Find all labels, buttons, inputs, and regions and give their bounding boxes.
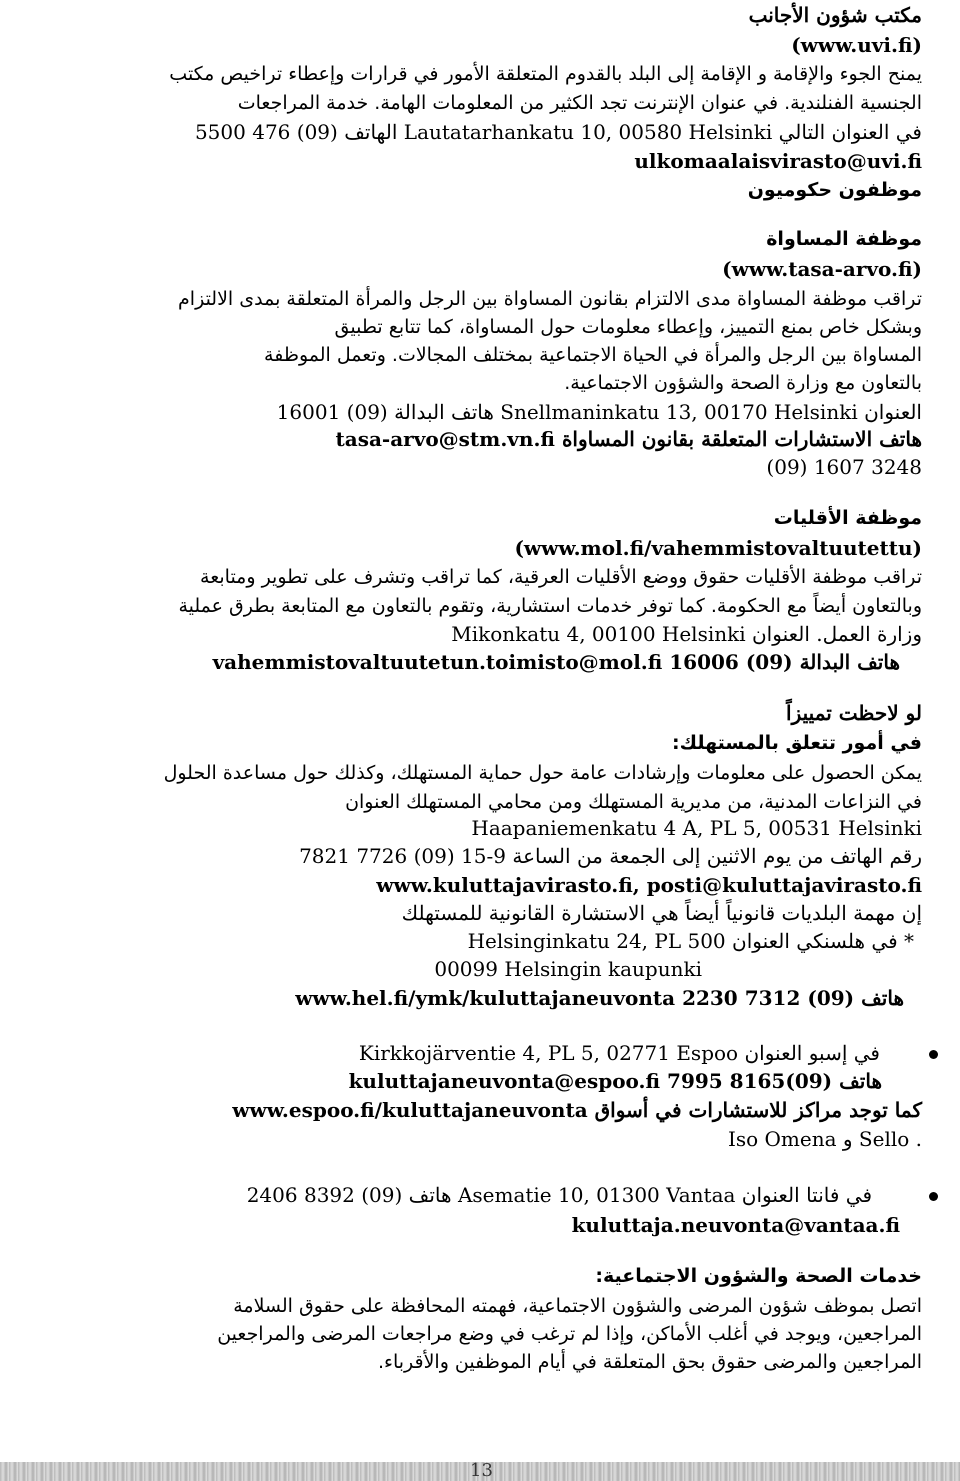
- consumer-phone: رقم الهاتف من يوم الاثنين إلى الجمعة من الساعة 9-15 (09) 7726 7821: [299, 844, 922, 868]
- mol-title: موظفة الأقليات: [773, 507, 922, 529]
- tasa-body-line: المساواة بين الرجل والمرأة في الحياة الاجتماعية بمختلف المجالات. وتعمل الموظفة: [264, 344, 922, 366]
- tasa-body-line: بالتعاون مع وزارة الصحة والشؤون الاجتماعية.: [564, 372, 922, 394]
- consumer-body-line: في النزاعات المدنية، من مديرية المستهلك ومن محامي المستهلك العنوان: [345, 791, 922, 813]
- stm-title: خدمات الصحة والشؤون الاجتماعية:: [595, 1265, 922, 1287]
- bullet-icon: [929, 1050, 938, 1059]
- tasa-title: موظفة المساواة: [766, 228, 922, 250]
- espoo-web[interactable]: www.espoo.fi/kuluttajaneuvonta كما توجد مراكز للاستشارات في أسواق: [232, 1098, 922, 1122]
- consumer-web-email[interactable]: www.kuluttajavirasto.fi, posti@kuluttajavirasto.fi: [376, 873, 922, 897]
- uvi-url[interactable]: (www.uvi.fi): [791, 33, 922, 57]
- bullet-icon: [929, 1192, 938, 1201]
- mol-address: وزارة العمل. العنوان Mikonkatu 4, 00100 Helsinki: [451, 622, 922, 646]
- espoo-address: في إسبو العنوان Kirkkojärventie 4, PL 5, 02771 Espoo: [358, 1041, 880, 1065]
- tasa-body-line: تراقب موظفة المساواة مدى الالتزام بقانون المساواة بين الرجل والمرأة المتعلقة بمدى الالتزام: [178, 288, 922, 310]
- uvi-address: في العنوان التالي Lautatarhankatu 10, 00580 Helsinki الهاتف (09) 476 5500: [194, 120, 922, 144]
- espoo-malls: Iso Omena و Sello .: [727, 1127, 922, 1151]
- vantaa-address: في فانتا العنوان Asematie 10, 01300 Vantaa هاتف (09) 8392 2406: [246, 1183, 872, 1207]
- consumer-title: في أمور تتعلق بالمستهلك:: [672, 732, 922, 754]
- municipality-note: إن مهمة البلديات قانونياً أيضاً هي الاستشارة القانونية للمستهلك: [401, 901, 922, 925]
- uvi-title: مكتب شؤون الأجانب: [748, 3, 922, 27]
- helsinki-phone-web[interactable]: هاتف (09) 7312 2230 www.hel.fi/ymk/kuluttajaneuvonta: [295, 986, 904, 1010]
- stm-body-line: المراجعين والمرضى حقوق بحق المتعلقة في أيام الموظفين والأقرباء.: [377, 1351, 922, 1373]
- uvi-body-line: الجنسية الفنلندية. في عنوان الإنترنت تجد الكثير من المعلومات الهامة. خدمة المراجعات: [237, 92, 922, 114]
- tasa-body-line: وبشكل خاص بمنع التمييز، وإعطاء معلومات حول المساواة، كما تتابع تطبيق: [334, 316, 922, 338]
- tasa-email[interactable]: tasa-arvo@stm.vn.fi هاتف الاستشارات المتعلقة بقانون المساواة: [335, 427, 922, 451]
- tasa-url[interactable]: (www.tasa-arvo.fi): [722, 257, 922, 281]
- mol-body-line: تراقب موظفة الأقليات حقوق ووضع الأقليات العرقية، كما تراقب وتشرف على تطوير ومتابعة: [200, 566, 922, 588]
- helsinki-postal: 00099 Helsingin kaupunki: [434, 957, 702, 981]
- uvi-email[interactable]: ulkomaalaisvirasto@uvi.fi: [634, 149, 922, 173]
- mol-body-line: وبالتعاون أيضاً مع الحكومة. كما توفر خدمات استشارية، وتقوم بالتعاون مع المتابعة بطرق عملية: [178, 595, 922, 617]
- mol-contact[interactable]: vahemmistovaltuutetun.toimisto@mol.fi هاتف البدالة (09) 16006: [212, 650, 900, 674]
- consumer-body-line: يمكن الحصول على معلومات وإرشادات عامة حول حماية المستهلك، وكذلك حول مساعدة الحلول: [163, 762, 922, 784]
- government-officials-heading: موظفون حكوميون: [747, 179, 922, 201]
- tasa-address: العنوان Snellmaninkatu 13, 00170 Helsinki هاتف البدالة (09) 16001: [276, 400, 922, 424]
- stm-body-line: اتصل بموظف شؤون المرضى والشؤون الاجتماعية، فهمته المحافظة على حقوق السلامة: [233, 1295, 922, 1317]
- stm-body-line: المراجعين، ويوجد في أغلب الأماكن، وإذا لم ترغب في وضع مراجعات المرضى والمراجعين: [217, 1323, 922, 1345]
- consumer-address: Haapaniemenkatu 4 A, PL 5, 00531 Helsinki: [471, 816, 922, 840]
- helsinki-address: * في هلسنكي العنوان Helsinginkatu 24, PL 500: [467, 929, 914, 953]
- mol-url[interactable]: (www.mol.fi/vahemmistovaltuutettu): [514, 536, 922, 560]
- notice-title: لو لاحظت تمييزاً: [786, 701, 922, 725]
- espoo-phone-email[interactable]: هاتف (09)8165 7995 kuluttajaneuvonta@espoo.fi: [348, 1069, 882, 1093]
- vantaa-email[interactable]: kuluttaja.neuvonta@vantaa.fi: [571, 1213, 900, 1237]
- tasa-phone: (09) 1607 3248: [766, 455, 922, 479]
- page-number: 13: [470, 1460, 493, 1481]
- uvi-body-line: يمنح الجوء والإقامة و الإقامة إلى البلد بالقدوم المتعلقة الأمور في قرارات وإعطاء تراخيص مكتب: [169, 63, 922, 85]
